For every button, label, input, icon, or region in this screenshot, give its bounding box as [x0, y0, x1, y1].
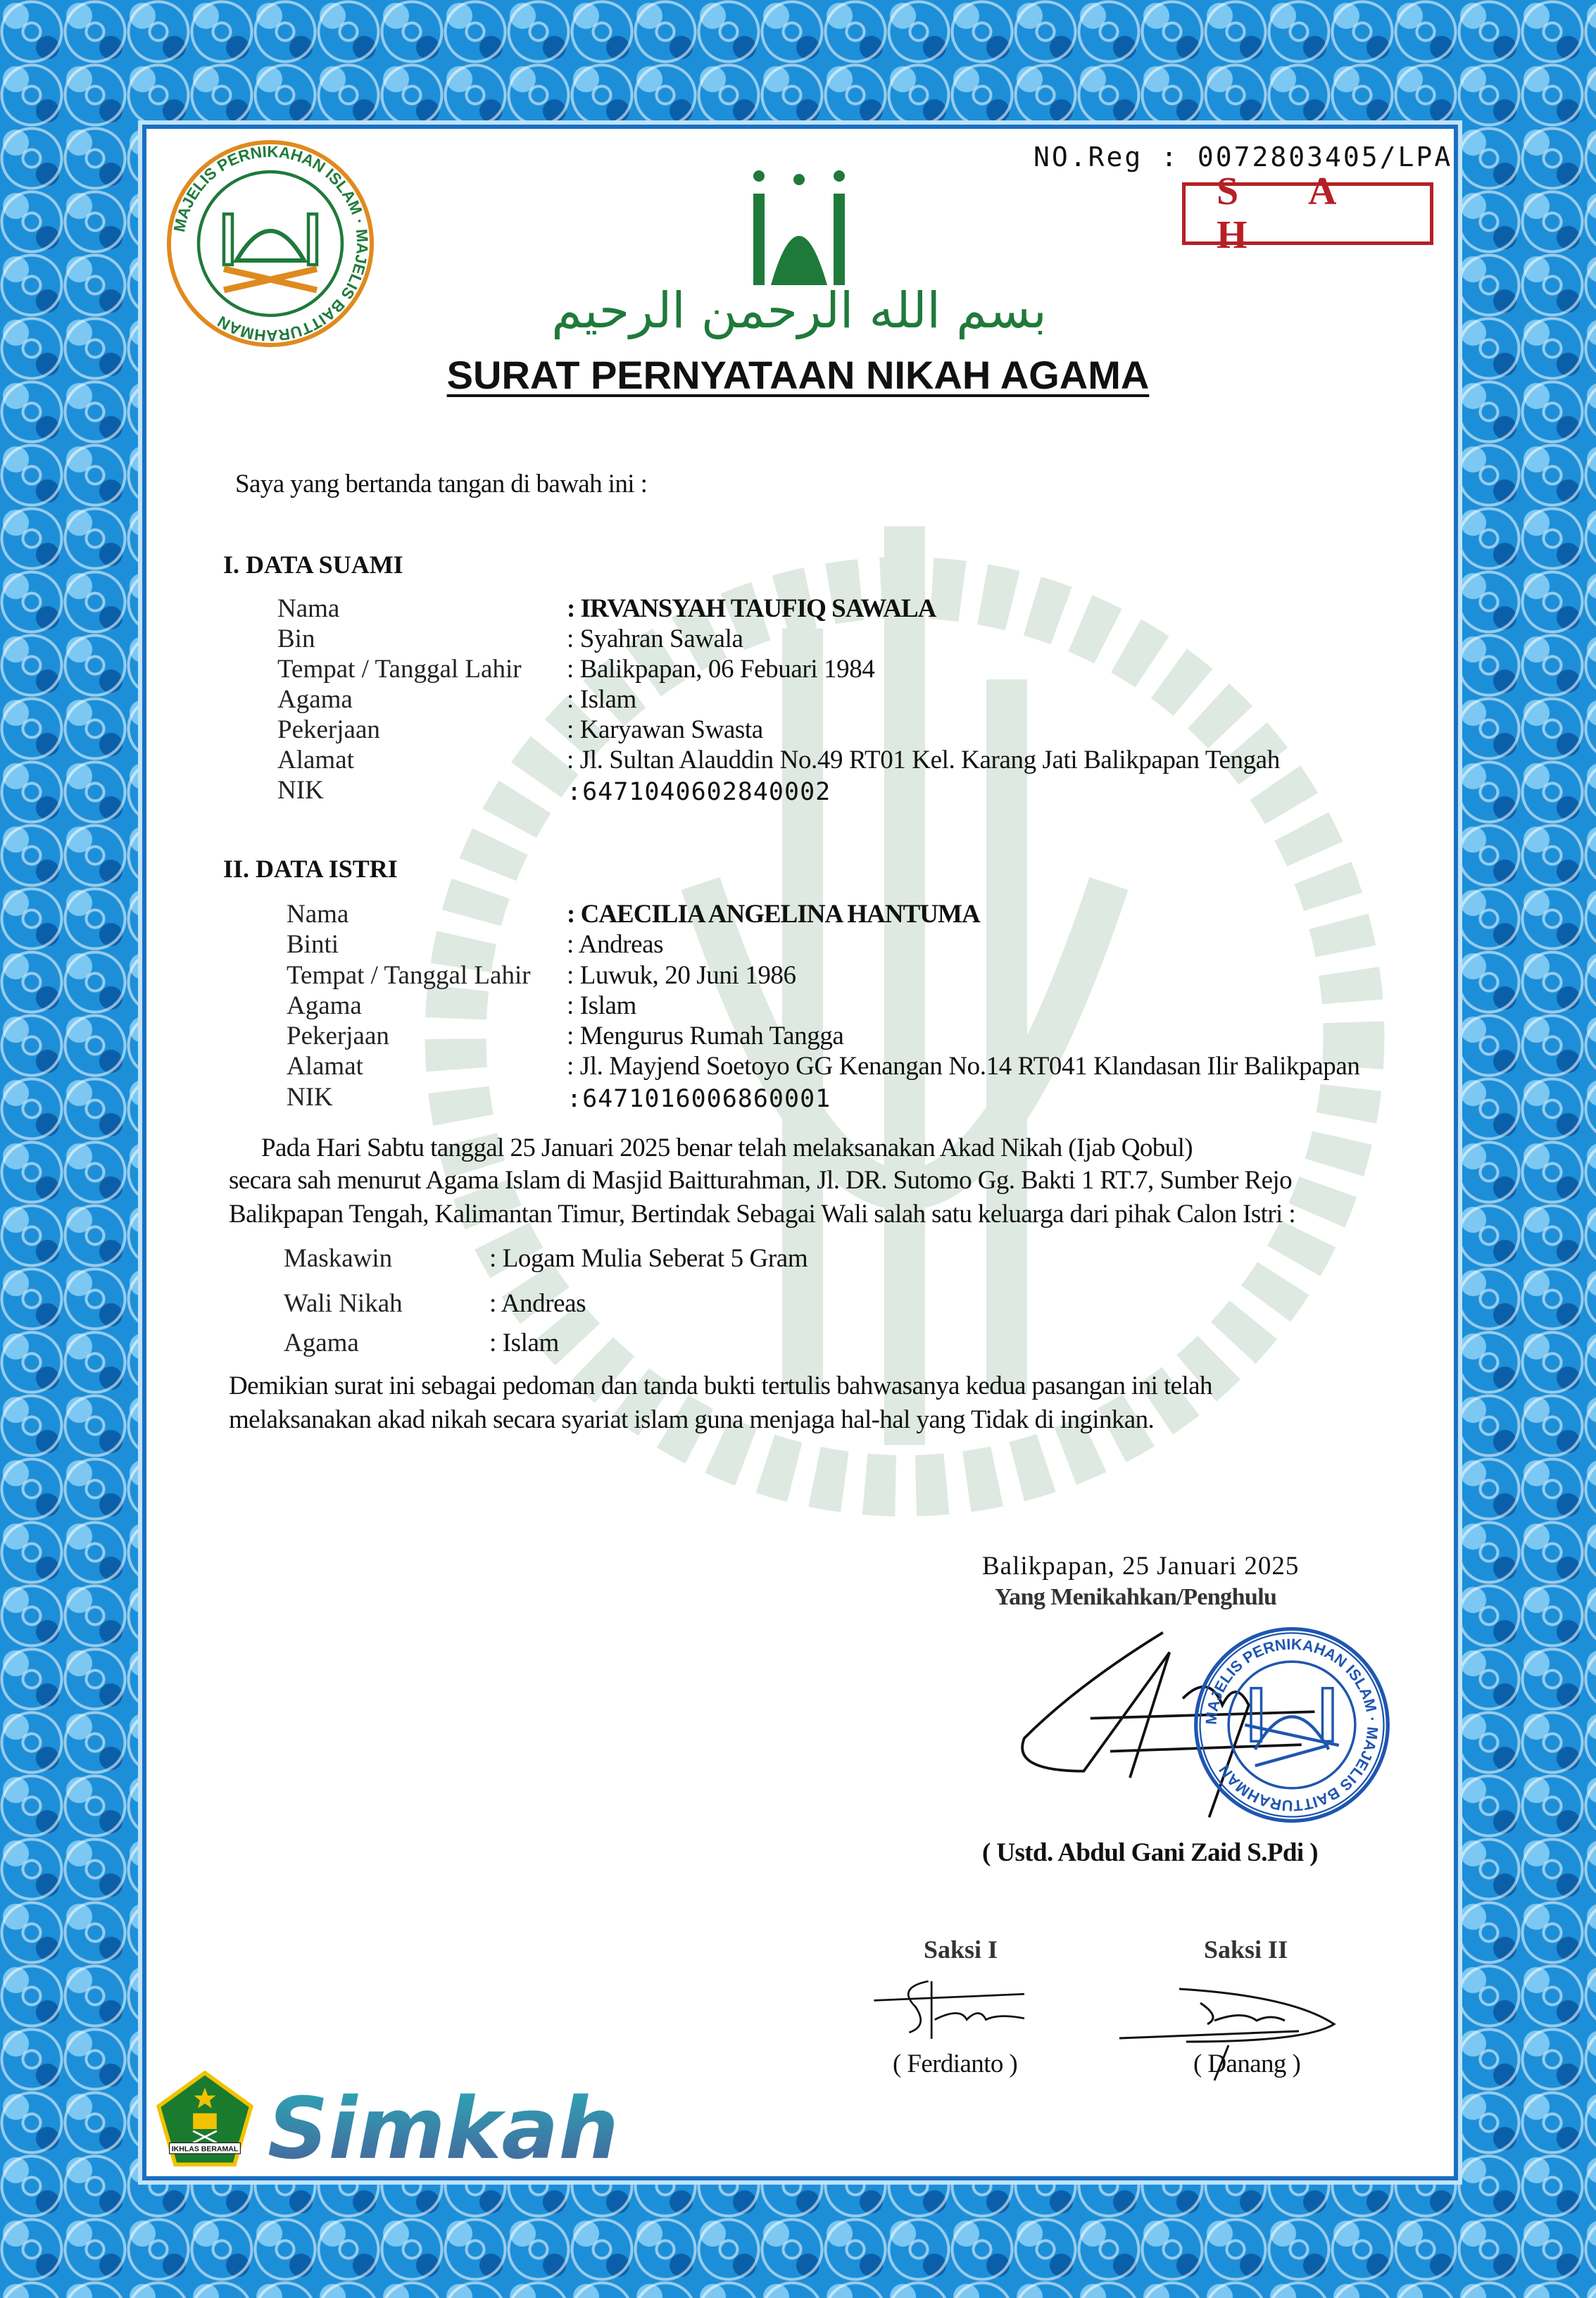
majelis-logo: [165, 138, 376, 349]
field-label: Pekerjaan: [287, 1022, 389, 1050]
field-value: : Islam: [567, 685, 636, 714]
field-label: Agama: [287, 991, 362, 1020]
registration-number: NO.Reg : 0072803405/LPA: [1033, 142, 1453, 172]
akad-value: : Andreas: [489, 1289, 586, 1318]
page-title: SURAT PERNYATAAN NIKAH AGAMA: [446, 353, 1150, 397]
kemenag-motto: IKHLAS BERAMAL: [171, 2145, 239, 2154]
akad-value: : Logam Mulia Seberat 5 Gram: [489, 1244, 808, 1273]
kemenag-logo: [155, 2070, 255, 2168]
intro-text: Saya yang bertanda tangan di bawah ini :: [235, 470, 648, 498]
akad-label: Maskawin: [284, 1244, 393, 1273]
field-value: : Balikpapan, 06 Febuari 1984: [567, 655, 875, 684]
official-stamp: [1190, 1623, 1394, 1827]
field-label: Pekerjaan: [277, 715, 380, 744]
officiant-role: Yang Menikahkan/Penghulu: [995, 1584, 1277, 1610]
field-value: :6471040602840002: [567, 778, 831, 806]
field-value: : CAECILIA ANGELINA HANTUMA: [567, 900, 980, 929]
field-value: : Karyawan Swasta: [567, 715, 763, 744]
field-value: :6471016006860001: [567, 1085, 831, 1113]
field-label: Nama: [287, 900, 349, 929]
closing-line: Demikian surat ini sebagai pedoman dan tanda bukti tertulis bahwasanya kedua pasangan ini telah: [229, 1371, 1212, 1400]
field-value: : Luwuk, 20 Juni 1986: [567, 961, 796, 990]
field-label: Alamat: [287, 1052, 363, 1081]
witness-1-name: ( Ferdianto ): [893, 2049, 1018, 2078]
field-value: : Islam: [567, 991, 636, 1020]
field-value: : Andreas: [567, 930, 664, 959]
statement-line: Pada Hari Sabtu tanggal 25 Januari 2025 benar telah melaksanakan Akad Nikah (Ijab Qobul): [261, 1134, 1193, 1162]
section-heading-istri: II. DATA ISTRI: [223, 855, 398, 883]
section-heading-suami: I. DATA SUAMI: [223, 551, 403, 579]
field-label: Tempat / Tanggal Lahir: [277, 655, 522, 684]
akad-label: Wali Nikah: [284, 1289, 403, 1318]
witness-2-name: ( Danang ): [1193, 2049, 1301, 2078]
svg-text:MAJELIS PERNIKAHAN ISLAM · MAJ: MAJELIS PERNIKAHAN ISLAM · MAJELIS BAITTURAHMAN: [170, 142, 372, 345]
field-label: Alamat: [277, 746, 354, 774]
svg-text:MAJELIS PERNIKAHAN ISLAM · MAJ: MAJELIS PERNIKAHAN ISLAM · MAJELIS BAITTURAHMAN: [1202, 1635, 1382, 1815]
field-value: : Syahran Sawala: [567, 624, 743, 653]
svg-text:Simkah: Simkah: [268, 2080, 619, 2178]
witness-1-title: Saksi I: [924, 1935, 998, 1964]
field-label: NIK: [287, 1083, 333, 1112]
officiant-name: ( Ustd. Abdul Gani Zaid S.Pdi ): [982, 1838, 1318, 1867]
sah-stamp: S A H: [1182, 182, 1433, 245]
field-label: Tempat / Tanggal Lahir: [287, 961, 531, 990]
witness-2-title: Saksi II: [1204, 1935, 1288, 1964]
statement-line: secara sah menurut Agama Islam di Masjid Baitturahman, Jl. DR. Sutomo Gg. Bakti 1 RT.7, Sumber Rejo: [229, 1166, 1292, 1195]
field-label: Bin: [277, 624, 315, 653]
bismillah-text: بسم الله الرحمن الرحيم: [551, 282, 1047, 339]
akad-label: Agama: [284, 1329, 359, 1357]
field-label: NIK: [277, 776, 324, 805]
closing-line: melaksanakan akad nikah secara syariat islam guna menjaga hal-hal yang Tidak di inginkan.: [229, 1405, 1155, 1434]
akad-value: : Islam: [489, 1329, 559, 1357]
witness-1-signature: [862, 1975, 1045, 2045]
field-value: : IRVANSYAH TAUFIQ SAWALA: [567, 594, 936, 623]
field-label: Nama: [277, 594, 340, 623]
field-value: : Jl. Sultan Alauddin No.49 RT01 Kel. Karang Jati Balikpapan Tengah: [567, 746, 1280, 774]
statement-line: Balikpapan Tengah, Kalimantan Timur, Bertindak Sebagai Wali salah satu keluarga dari pihak Calon Istri :: [229, 1200, 1296, 1229]
place-date: Balikpapan, 25 Januari 2025: [982, 1552, 1300, 1581]
field-label: Binti: [287, 930, 339, 959]
simkah-logo: [264, 2066, 619, 2178]
field-label: Agama: [277, 685, 353, 714]
field-value: : Jl. Mayjend Soetoyo GG Kenangan No.14 RT041 Klandasan Ilir Balikpapan: [567, 1052, 1360, 1081]
field-value: : Mengurus Rumah Tangga: [567, 1022, 844, 1050]
bismillah-mosque-emblem: [551, 158, 1047, 345]
